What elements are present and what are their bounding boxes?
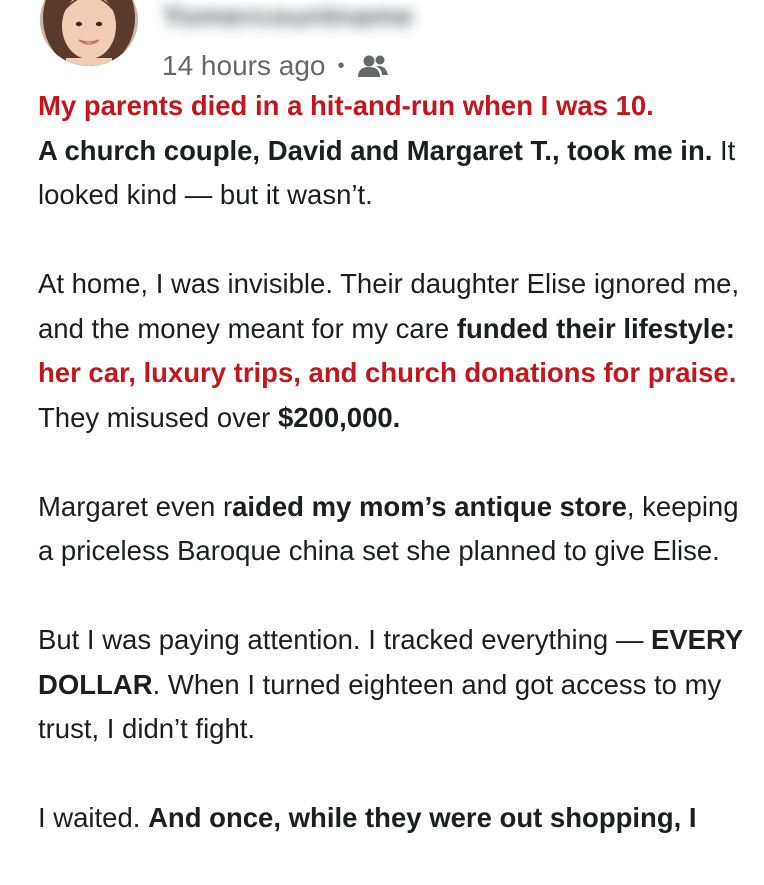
- body-text: But I was paying attention. I tracked everything —: [38, 624, 651, 655]
- post-header: [40, 0, 740, 94]
- bold-text: A church couple, David and Margaret T., took me in.: [38, 134, 713, 166]
- avatar-photo: [40, 0, 138, 66]
- author-name[interactable]: Yomercountname: [162, 0, 414, 33]
- headline-text: My parents died in a hit-and-run when I was 10.: [38, 90, 654, 121]
- bold-amount: $200,000.: [277, 401, 401, 433]
- body-text: They misused over: [38, 401, 278, 433]
- paragraph-1: [38, 84, 754, 218]
- bold-text: aided my mom’s antique store: [232, 490, 627, 522]
- body-text: It looked kind — but it wasn’t.: [38, 134, 736, 210]
- meta-separator: •: [337, 55, 345, 77]
- paragraph-5: [38, 796, 754, 841]
- bold-text: And once, while they were out shopping, I: [148, 802, 697, 833]
- paragraph-4: [38, 618, 754, 752]
- post-meta: [162, 50, 390, 82]
- paragraph-2: [38, 262, 754, 440]
- body-text: I waited.: [38, 802, 149, 833]
- post-body: [38, 84, 754, 885]
- body-text: At home, I was invisible. Their daughter Elise ignored me, and the money meant for my care: [38, 268, 740, 344]
- bold-text: EVERY DOLLAR: [38, 624, 743, 700]
- friends-icon[interactable]: [356, 53, 390, 79]
- bold-text: funded their lifestyle:: [456, 312, 735, 344]
- body-text: Margaret even r: [38, 490, 233, 522]
- body-text: . When I turned eighteen and got access to my trust, I didn’t fight.: [38, 668, 722, 744]
- highlight-text: her car, luxury trips, and church donations for praise.: [38, 357, 737, 388]
- author-avatar[interactable]: [40, 0, 138, 66]
- post-timestamp[interactable]: 14 hours ago: [162, 50, 326, 81]
- body-text: , keeping a priceless Baroque china set she planned to give Elise.: [38, 490, 739, 566]
- paragraph-3: [38, 485, 754, 574]
